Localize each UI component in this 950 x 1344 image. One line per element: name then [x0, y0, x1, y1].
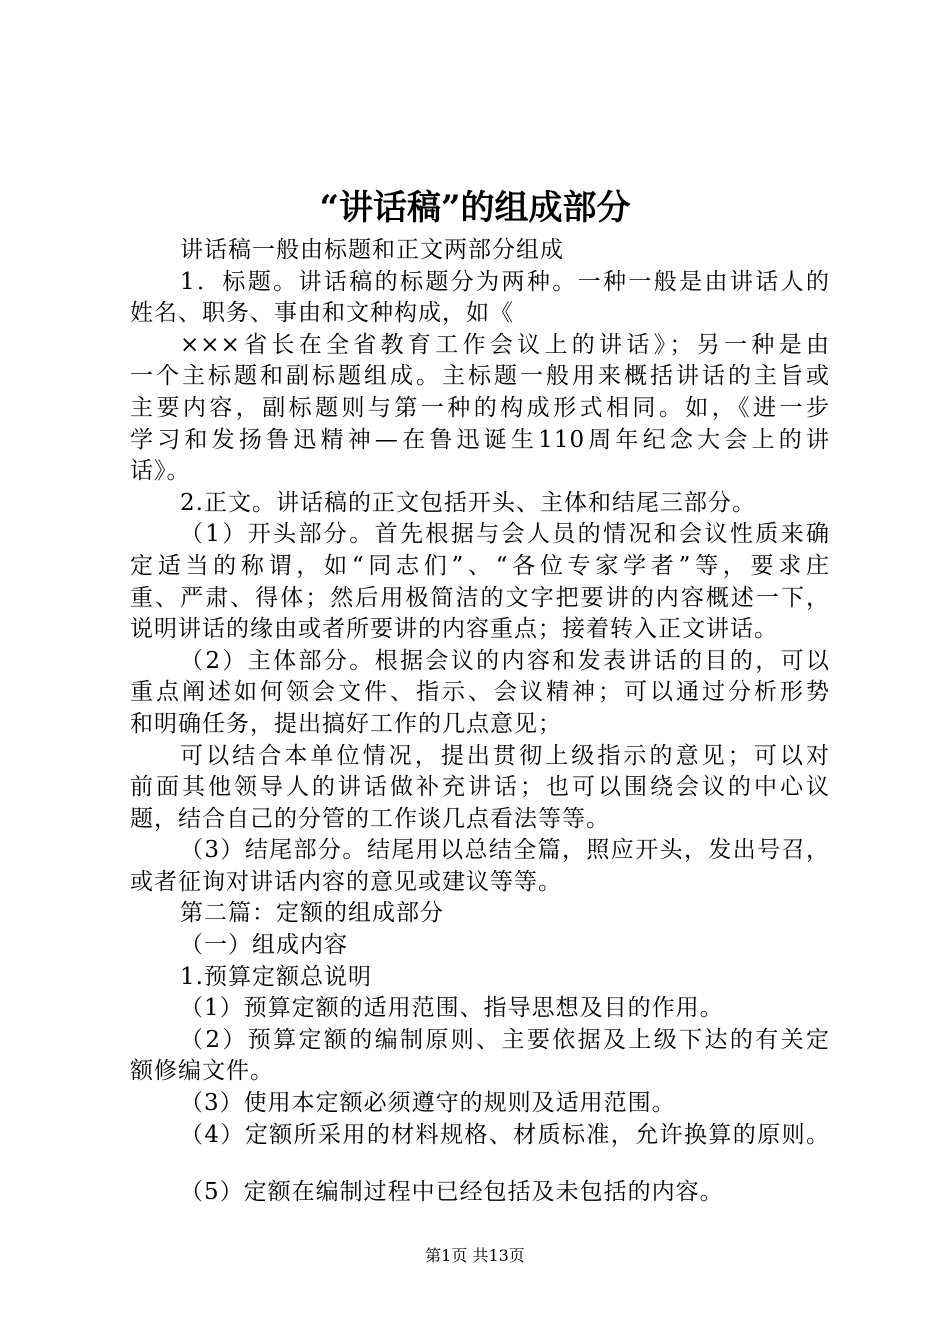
- text-line: 和明确任务，提出搞好工作的几点意见；: [130, 710, 562, 737]
- text-line: 额修编文件。: [130, 1058, 274, 1085]
- text-line: 讲话稿一般由标题和正文两部分组成: [180, 237, 564, 263]
- text-line: 1.预算定额总说明: [180, 963, 372, 990]
- page-footer: 第1页 共13页: [425, 1246, 525, 1265]
- text-line: （4）定额所采用的材料规格、材质标准，允许换算的原则。: [180, 1121, 830, 1148]
- text-line: 说明讲话的缘由或者所要讲的内容重点；接着转入正文讲话。: [130, 616, 778, 643]
- text-line: 前面其他领导人的讲话做补充讲话；也可以围绕会议的中心议: [130, 774, 830, 801]
- text-line: 定适当的称谓，如“同志们”、“各位专家学者”等，要求庄: [130, 552, 830, 579]
- text-line: 第二篇：定额的组成部分: [180, 900, 444, 927]
- blank-line: [130, 1151, 830, 1177]
- text-line: （1）开头部分。首先根据与会人员的情况和会议性质来确: [180, 521, 830, 548]
- text-line: （3）使用本定额必须遵守的规则及适用范围。: [180, 1090, 676, 1117]
- text-line: （5）定额在编制过程中已经包括及未包括的内容。: [180, 1179, 724, 1206]
- text-line: 学习和发扬鲁迅精神—在鲁迅诞生110周年纪念大会上的讲: [130, 426, 830, 453]
- text-line: 题，结合自己的分管的工作谈几点看法等等。: [130, 805, 610, 832]
- text-line: 可以结合本单位情况，提出贯彻上级指示的意见；可以对: [180, 742, 830, 769]
- text-line: 姓名、职务、事由和文种构成，如《: [130, 300, 514, 327]
- text-line: 或者征询对讲话内容的意见或建议等等。: [130, 868, 562, 895]
- text-line: 重、严肃、得体；然后用极简洁的文字把要讲的内容概述一下，: [130, 584, 830, 611]
- text-line: （3）结尾部分。结尾用以总结全篇，照应开头，发出号召，: [180, 837, 830, 864]
- text-line: 主要内容，副标题则与第一种的构成形式相同。如，《进一步: [130, 394, 830, 421]
- text-line: 重点阐述如何领会文件、指示、会议精神；可以通过分析形势: [130, 679, 830, 706]
- text-line: 话》。: [130, 458, 191, 485]
- text-line: 2.正文。讲话稿的正文包括开头、主体和结尾三部分。: [180, 489, 756, 516]
- text-line: 一个主标题和副标题组成。主标题一般用来概括讲话的主旨或: [130, 363, 830, 390]
- text-line: （一）组成内容: [180, 932, 348, 959]
- text-line: 1．标题。讲话稿的标题分为两种。一种一般是由讲话人的: [180, 268, 830, 295]
- text-line: （1）预算定额的适用范围、指导思想及目的作用。: [180, 995, 724, 1022]
- document-body: [130, 235, 830, 1209]
- text-line: （2）主体部分。根据会议的内容和发表讲话的目的，可以: [180, 647, 830, 674]
- text-line: ×××省长在全省教育工作会议上的讲话》；另一种是由: [180, 331, 830, 358]
- text-line: （2）预算定额的编制原则、主要依据及上级下达的有关定: [180, 1026, 830, 1053]
- document-title: “讲话稿”的组成部分: [319, 188, 631, 228]
